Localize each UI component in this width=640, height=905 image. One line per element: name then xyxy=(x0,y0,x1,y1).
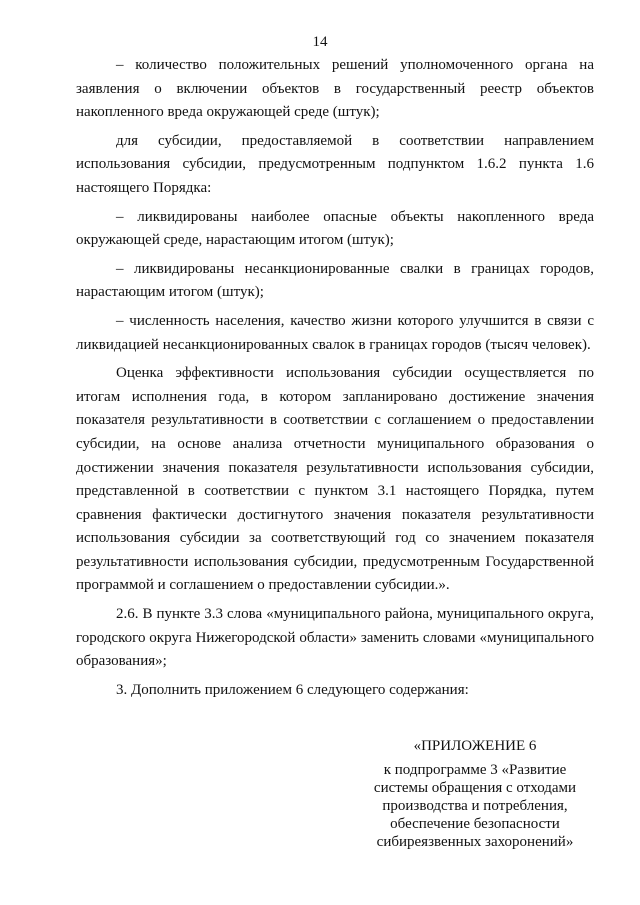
paragraph-efficiency-assessment: Оценка эффективности использования субсидии осуществляется по итогам исполнения года, в котором запланировано достижение значения показателя результативности в соответствии с соглашением о предоставлении субсидии, на основе анализа отчетности муниципального образования о достижении значения показателя результативности использования субсидии, представленной в соответствии с пунктом 3.1 настоящего Порядка, путем сравнения фактически достигнутого значения показателя результативности использования субсидии за соответствующий год со значением показателя результативности использования субсидии, предусмотренным Государственной программой и соглашением о предоставлении субсидии.». xyxy=(76,365,594,594)
appendix-line: системы обращения с отходами xyxy=(373,780,577,796)
paragraph-subsidy-direction: для субсидии, предоставляемой в соответствии направлением использования субсидии, предусмотренным подпунктом 1.6.2 пункта 1.6 настоящего Порядка: xyxy=(76,132,594,196)
document-body xyxy=(76,54,594,707)
paragraph-clause-2-6: 2.6. В пункте 3.3 слова «муниципального района, муниципального округа, городского округа Нижегородской области» заменить словами «муниципального образования»; xyxy=(76,606,594,670)
paragraph-hazardous-objects: – ликвидированы наиболее опасные объекты накопленного вреда окружающей среде, нарастающим итогом (штук); xyxy=(76,208,594,249)
appendix-line: обеспечение безопасности xyxy=(390,816,560,832)
appendix-title: «ПРИЛОЖЕНИЕ 6 xyxy=(413,738,537,754)
paragraph-clause-3: 3. Дополнить приложением 6 следующего содержания: xyxy=(116,681,469,698)
page-number: 14 xyxy=(312,34,328,50)
paragraph-illegal-dumps: – ликвидированы несанкционированные свалки в границах городов, нарастающим итогом (штук); xyxy=(76,260,594,301)
appendix-line: сибиреязвенных захоронений» xyxy=(376,834,574,850)
appendix-subtitle xyxy=(350,761,600,851)
paragraph-positive-decisions: – количество положительных решений уполномоченного органа на заявления о включении объектов в государственный реестр объектов накопленного вреда окружающей среде (штук); xyxy=(76,57,594,121)
paragraph-population: – численность населения, качество жизни которого улучшится в связи с ликвидацией несанкционированных свалок в границах городов (тысяч человек). xyxy=(76,312,594,353)
appendix-line: производства и потребления, xyxy=(382,798,568,814)
appendix-line: к подпрограмме 3 «Развитие xyxy=(383,762,567,778)
